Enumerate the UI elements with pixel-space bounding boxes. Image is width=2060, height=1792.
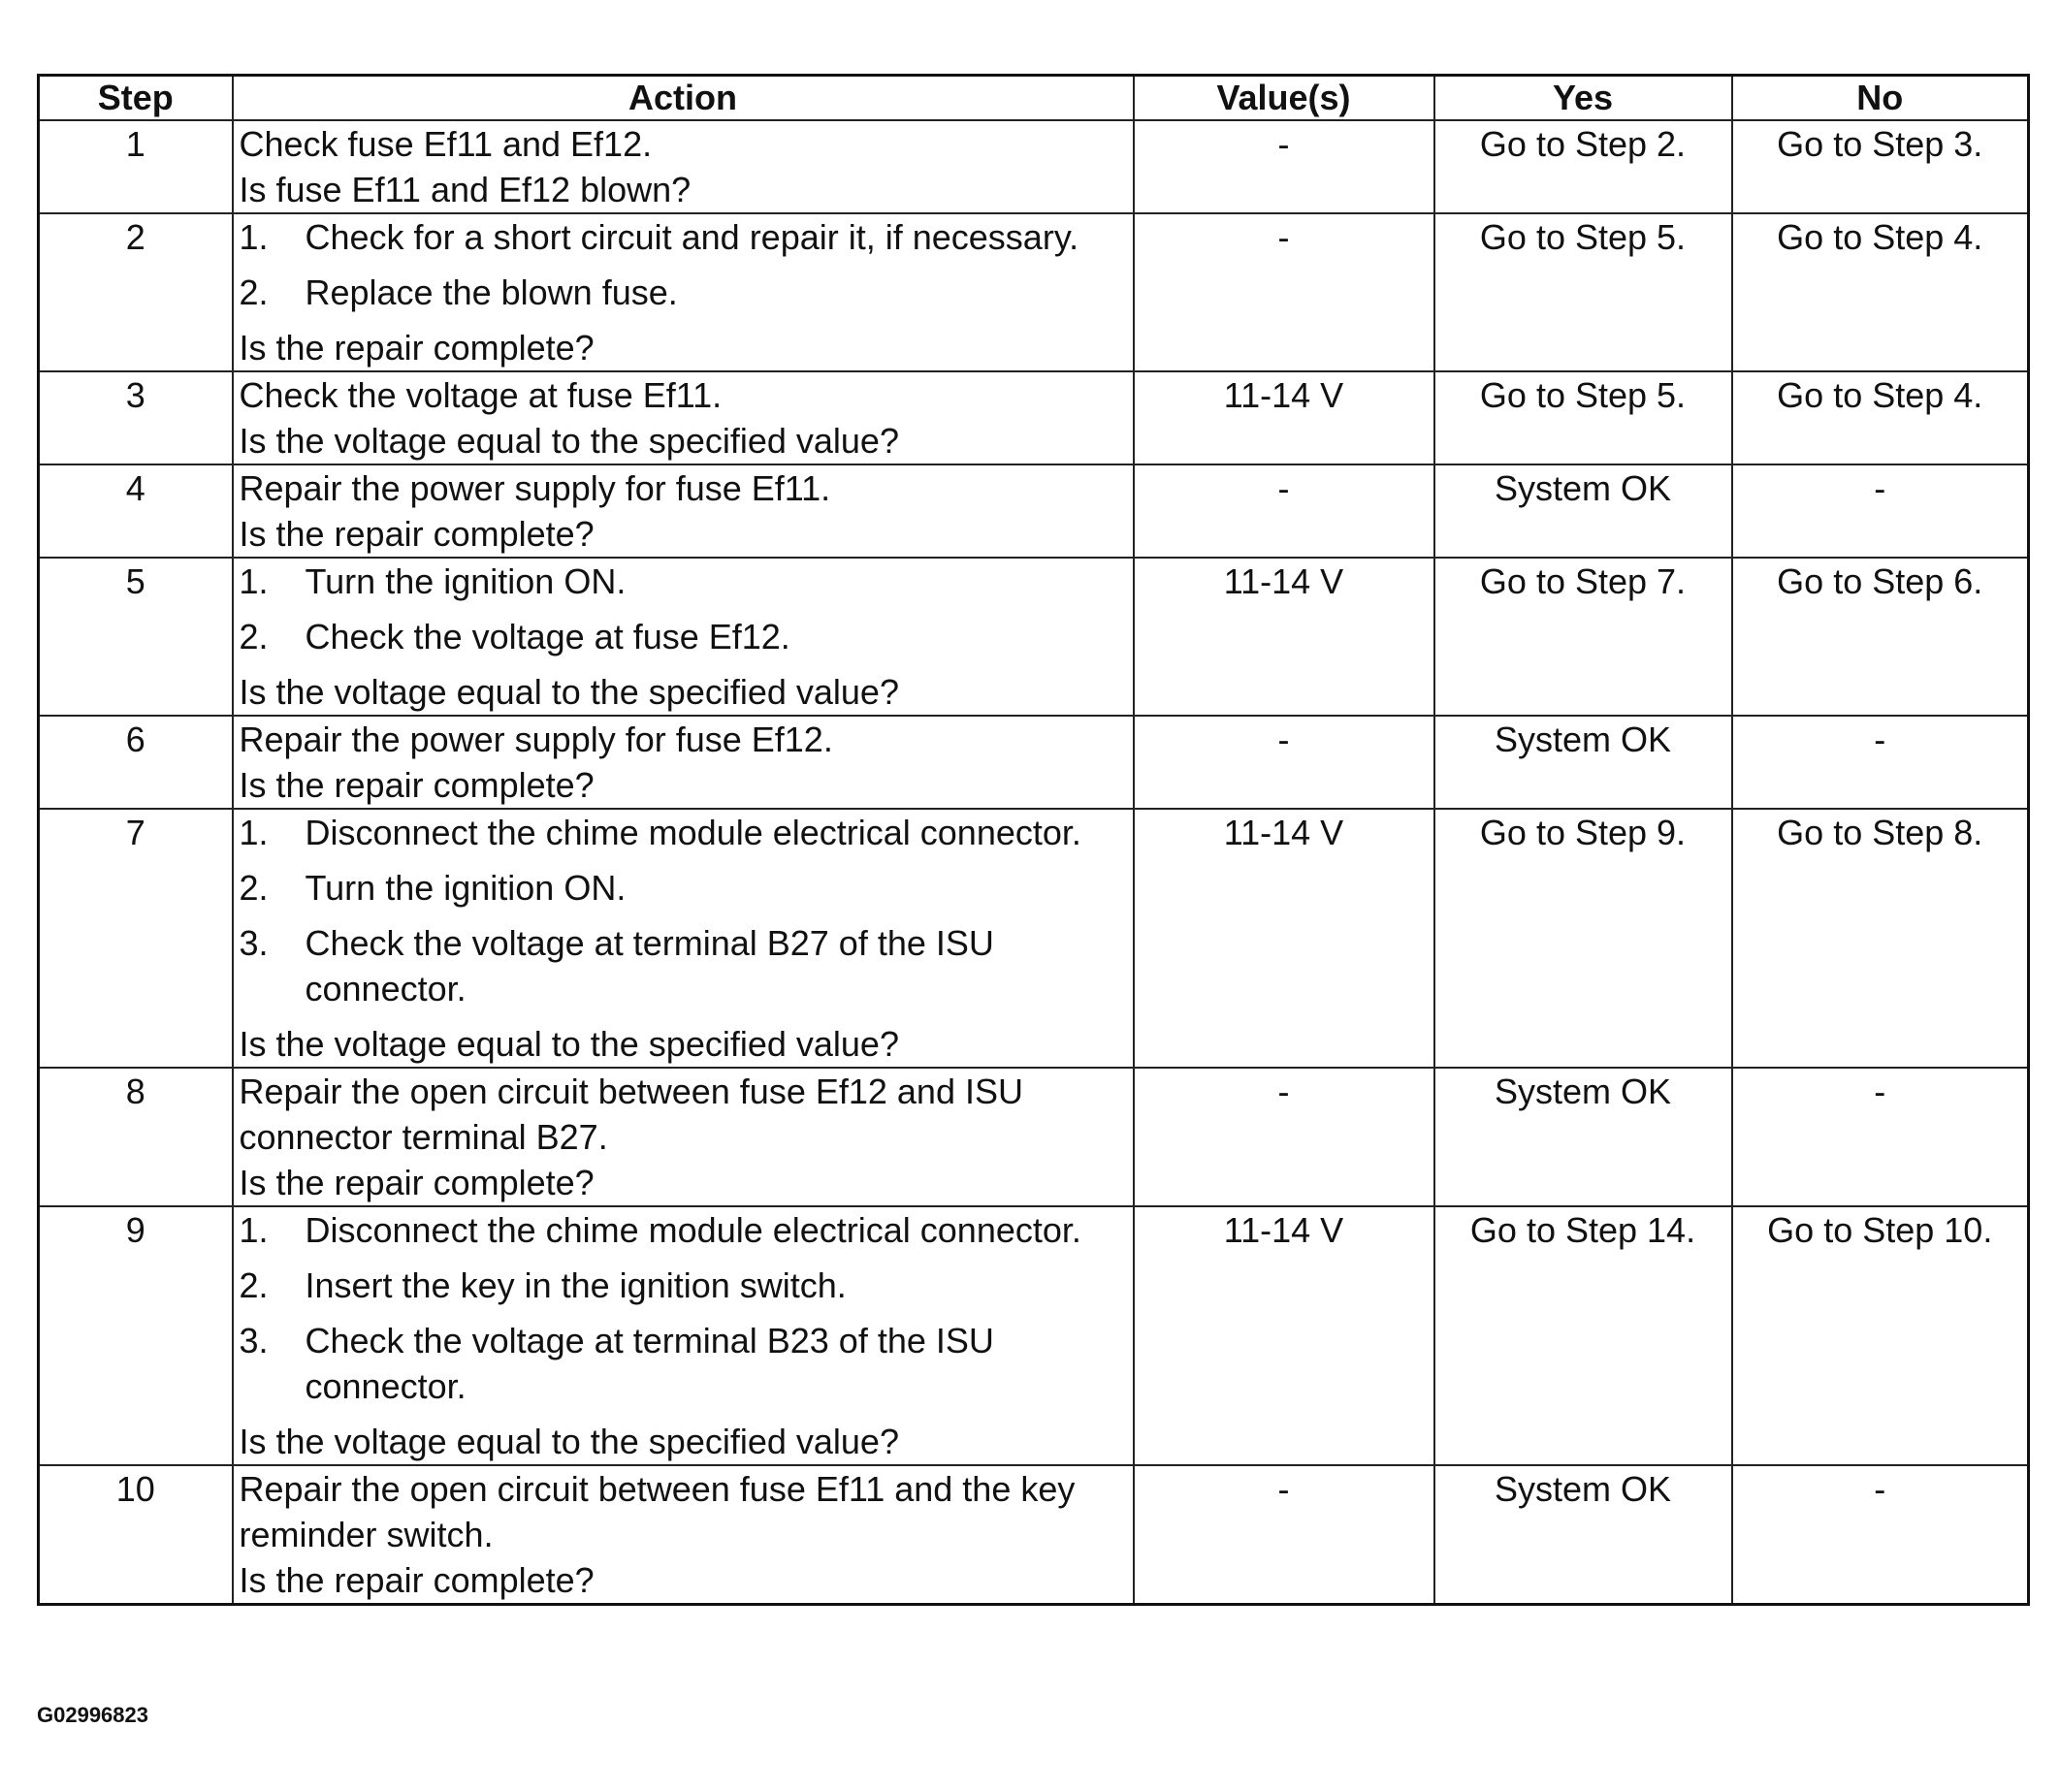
value-cell: - [1134,716,1434,809]
action-question: Is the voltage equal to the specified value? [239,421,899,461]
action-cell [233,1465,1134,1605]
action-cell [233,371,1134,464]
table-row [39,809,2029,1068]
no-cell: - [1732,1068,2029,1206]
action-cell [233,464,1134,558]
action-list-item [240,1207,1127,1253]
action-question: Is the repair complete? [239,514,595,554]
action-question: Is fuse Ef11 and Ef12 blown? [239,170,692,209]
step-number: 10 [39,1465,233,1605]
step-number: 2 [39,213,233,371]
action-list-item [240,810,1127,855]
value-cell: - [1134,464,1434,558]
table-row [39,1068,2029,1206]
step-number: 3 [39,371,233,464]
action-question: Is the voltage equal to the specified value? [239,1422,899,1461]
yes-cell: Go to Step 5. [1434,213,1732,371]
action-cell [233,809,1134,1068]
list-item-number: 1. [239,561,269,601]
figure-code: G02996823 [37,1703,148,1727]
diagnostic-table [37,74,2030,1606]
action-cell [233,1206,1134,1465]
list-item-number: 2. [239,1265,269,1305]
action-list-item [240,920,1127,1011]
action-question: Is the repair complete? [239,328,595,368]
list-item-number: 1. [239,1210,269,1250]
yes-cell: Go to Step 2. [1434,120,1732,213]
value-cell: 11-14 V [1134,809,1434,1068]
action-list-item [240,1263,1127,1308]
yes-cell: System OK [1434,716,1732,809]
no-cell: - [1732,716,2029,809]
list-item-number: 3. [239,923,269,963]
header-step: Step [39,76,233,121]
step-number: 1 [39,120,233,213]
no-cell: - [1732,1465,2029,1605]
yes-cell: Go to Step 14. [1434,1206,1732,1465]
step-number: 7 [39,809,233,1068]
action-question: Is the repair complete? [239,1163,595,1202]
list-item-number: 3. [239,1321,269,1360]
action-cell [233,1068,1134,1206]
header-yes: Yes [1434,76,1732,121]
yes-cell: Go to Step 7. [1434,558,1732,716]
table-row [39,213,2029,371]
action-text: Repair the power supply for fuse Ef12. [239,720,833,759]
no-cell: Go to Step 4. [1732,213,2029,371]
table-header-row [39,76,2029,121]
no-cell: Go to Step 3. [1732,120,2029,213]
value-cell: 11-14 V [1134,558,1434,716]
value-cell: 11-14 V [1134,1206,1434,1465]
value-cell: - [1134,213,1434,371]
no-cell: Go to Step 4. [1732,371,2029,464]
list-item-text: Check the voltage at terminal B23 of the ISU connector. [305,1321,994,1406]
list-item-number: 2. [239,868,269,908]
action-question: Is the repair complete? [239,1560,595,1600]
action-question: Is the repair complete? [239,765,595,805]
step-number: 5 [39,558,233,716]
no-cell: Go to Step 6. [1732,558,2029,716]
value-cell: - [1134,1068,1434,1206]
action-list-item [240,1318,1127,1409]
action-text: Check the voltage at fuse Ef11. [239,375,723,415]
table-row [39,716,2029,809]
no-cell: - [1732,464,2029,558]
list-item-text: Check the voltage at fuse Ef12. [305,617,790,656]
table-row [39,371,2029,464]
list-item-number: 1. [239,217,269,257]
list-item-text: Turn the ignition ON. [305,561,627,601]
header-action: Action [233,76,1134,121]
action-text: Repair the open circuit between fuse Ef12 and ISU connector terminal B27. [239,1072,1023,1157]
action-text: Repair the power supply for fuse Ef11. [239,468,831,508]
no-cell: Go to Step 8. [1732,809,2029,1068]
table-row [39,120,2029,213]
step-number: 6 [39,716,233,809]
no-cell: Go to Step 10. [1732,1206,2029,1465]
table-body [39,120,2029,1605]
action-list-item [240,865,1127,911]
list-item-text: Turn the ignition ON. [305,868,627,908]
list-item-number: 2. [239,272,269,312]
action-list-item [240,270,1127,315]
list-item-text: Disconnect the chime module electrical connector. [305,1210,1081,1250]
action-text: Repair the open circuit between fuse Ef11 and the key reminder switch. [239,1469,1076,1554]
table-row [39,1206,2029,1465]
action-cell [233,558,1134,716]
yes-cell: System OK [1434,1465,1732,1605]
step-number: 4 [39,464,233,558]
action-cell [233,716,1134,809]
action-cell [233,120,1134,213]
yes-cell: System OK [1434,1068,1732,1206]
table-row [39,1465,2029,1605]
table-row [39,558,2029,716]
action-question: Is the voltage equal to the specified value? [239,672,899,712]
list-item-number: 2. [239,617,269,656]
header-values: Value(s) [1134,76,1434,121]
action-cell [233,213,1134,371]
list-item-text: Disconnect the chime module electrical connector. [305,813,1081,852]
value-cell: 11-14 V [1134,371,1434,464]
action-list-item [240,559,1127,604]
yes-cell: Go to Step 5. [1434,371,1732,464]
header-no: No [1732,76,2029,121]
value-cell: - [1134,120,1434,213]
action-question: Is the voltage equal to the specified value? [239,1024,899,1064]
step-number: 8 [39,1068,233,1206]
list-item-number: 1. [239,813,269,852]
list-item-text: Check for a short circuit and repair it, if necessary. [305,217,1079,257]
yes-cell: System OK [1434,464,1732,558]
action-list-item [240,614,1127,659]
yes-cell: Go to Step 9. [1434,809,1732,1068]
step-number: 9 [39,1206,233,1465]
action-text: Check fuse Ef11 and Ef12. [239,124,653,164]
table-row [39,464,2029,558]
value-cell: - [1134,1465,1434,1605]
action-list-item [240,214,1127,260]
list-item-text: Replace the blown fuse. [305,272,678,312]
list-item-text: Check the voltage at terminal B27 of the ISU connector. [305,923,994,1008]
list-item-text: Insert the key in the ignition switch. [305,1265,847,1305]
